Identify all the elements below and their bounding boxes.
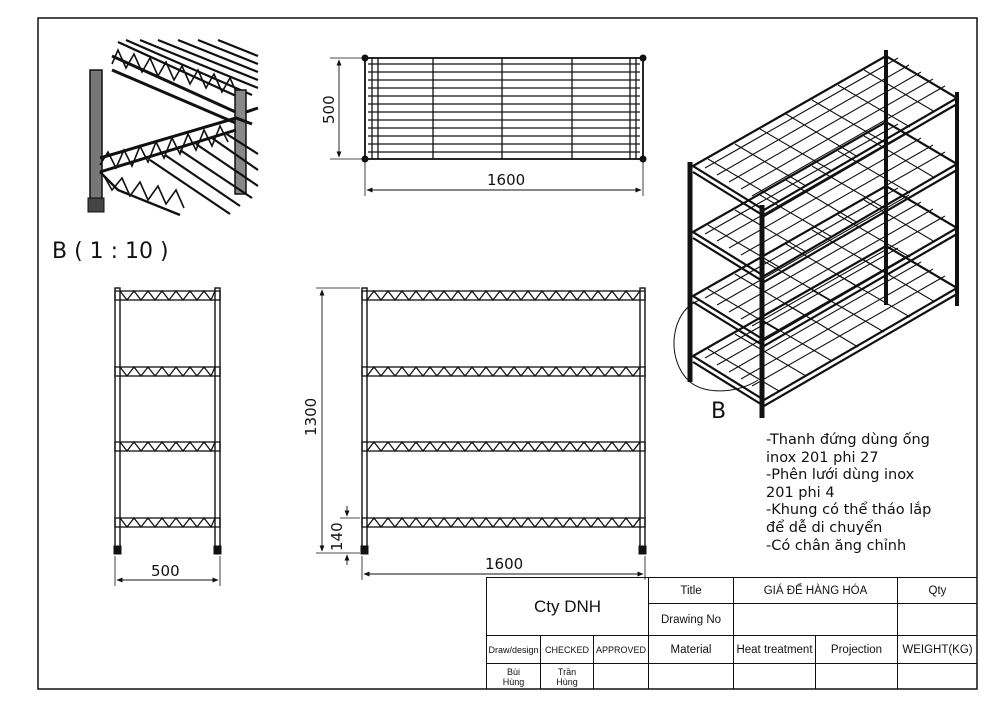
- weight-label: WEIGHT(KG): [897, 635, 977, 663]
- title-value: GIÁ ĐỂ HÀNG HÓA: [733, 577, 897, 603]
- designer-name: Bùi Hùng: [486, 663, 540, 689]
- weight-value: [897, 663, 977, 689]
- draw-design-label: Draw/design: [486, 635, 540, 663]
- top-depth-label: 500: [320, 95, 338, 124]
- specification-notes: [766, 432, 966, 555]
- top-view-wires: [368, 58, 640, 159]
- note-line: -Khung có thể tháo lắp: [766, 502, 932, 519]
- front-view: [316, 288, 646, 580]
- note-line: -Thanh đứng dùng ống: [766, 432, 930, 448]
- detail-left-post: [90, 70, 102, 200]
- detail-b-label: B ( 1 : 10 ): [52, 239, 169, 264]
- heat-treatment-value: [733, 663, 815, 689]
- projection-value: [815, 663, 897, 689]
- front-bottom-gap-label: 140: [328, 522, 346, 551]
- side-depth-label: 500: [151, 562, 180, 580]
- note-line: -Phên lưới dùng inox: [766, 467, 915, 484]
- note-line: -Có chân ăng chỉnh: [766, 537, 907, 554]
- side-right-post: [215, 288, 220, 552]
- material-label: Material: [648, 635, 733, 663]
- title-block: [486, 577, 977, 689]
- front-left-post: [362, 288, 367, 552]
- front-width-label: 1600: [485, 555, 524, 573]
- side-shelf-1: [115, 291, 220, 300]
- side-view: [114, 288, 221, 586]
- detail-b-view: [88, 40, 258, 215]
- material-value: [648, 663, 733, 689]
- front-shelf-1: [362, 291, 645, 300]
- title-label: Title: [648, 577, 733, 603]
- approved-label: APPROVED: [593, 635, 648, 663]
- drawing-no-label: Drawing No: [648, 603, 733, 635]
- top-width-label: 1600: [487, 171, 526, 189]
- detail-b-callout: B: [711, 399, 727, 424]
- front-shelf-4: [362, 518, 645, 527]
- checked-label: CHECKED: [540, 635, 593, 663]
- company-name: Cty DNH: [486, 577, 648, 635]
- front-height-label: 1300: [302, 397, 320, 436]
- heat-treatment-label: Heat treatment: [733, 635, 815, 663]
- front-right-post: [640, 288, 645, 552]
- isometric-view: [674, 50, 957, 418]
- side-shelf-3: [115, 442, 220, 451]
- note-line: 201 phi 4: [766, 484, 835, 501]
- approver-name: [593, 663, 648, 689]
- side-shelf-2: [115, 367, 220, 376]
- drawing-no-value: [733, 603, 897, 635]
- note-line: inox 201 phi 27: [766, 449, 879, 466]
- front-shelf-2: [362, 367, 645, 376]
- front-shelf-3: [362, 442, 645, 451]
- checker-name: Trần Hùng: [540, 663, 593, 689]
- qty-value: [897, 603, 977, 635]
- side-shelf-4: [115, 518, 220, 527]
- note-line: để dễ di chuyển: [766, 519, 883, 536]
- qty-label: Qty: [897, 577, 977, 603]
- projection-label: Projection: [815, 635, 897, 663]
- side-left-post: [115, 288, 120, 552]
